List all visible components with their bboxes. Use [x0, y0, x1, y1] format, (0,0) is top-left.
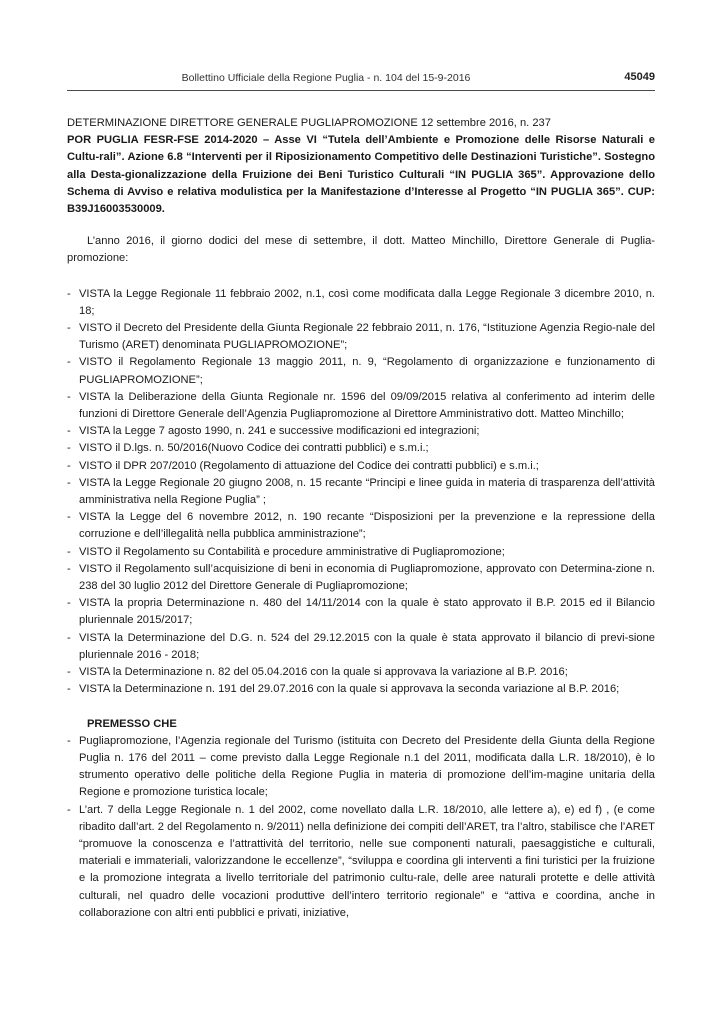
legal-references-list	[67, 286, 655, 699]
list-item: - VISTA la Determinazione n. 82 del 05.04.2016 con la quale si approvava la variazione al B.P. 2016;	[67, 664, 655, 681]
list-item: - VISTA la Determinazione del D.G. n. 524 del 29.12.2015 con la quale è stata approvato il bilancio di previ-sione pluriennale 2016 - 2018;	[67, 630, 655, 664]
intro-paragraph: L’anno 2016, il giorno dodici del mese di settembre, il dott. Matteo Minchillo, Direttore Generale di Puglia-promozione:	[67, 235, 655, 265]
determination-title: DETERMINAZIONE DIRETTORE GENERALE PUGLIAPROMOZIONE 12 settembre 2016, n. 237	[67, 117, 551, 129]
page-number: 45049	[624, 71, 655, 83]
list-item: - VISTA la Legge Regionale 20 giugno 2008, n. 15 recante “Principi e linee guida in materia di trasparenza dell’attività amministrativa nella Regione Puglia” ;	[67, 475, 655, 509]
document-body	[67, 115, 655, 922]
list-item: - VISTO il D.lgs. n. 50/2016(Nuovo Codice dei contratti pubblici) e s.m.i.;	[67, 440, 655, 457]
premesso-list	[67, 733, 655, 922]
determination-subject: POR PUGLIA FESR-FSE 2014-2020 – Asse VI “Tutela dell’Ambiente e Promozione delle Risorse Naturali e Cultu-rali”. Azione 6.8 “Interventi per il Riposizionamento Competitivo delle Destinazioni Turistiche”. Sostegno alla Desta-gionalizzazione della Fruizione dei Beni Turistico Culturali “IN PUGLIA 365”. Approvazione dello Schema di Avviso e relativa modulistica per la Manifestazione d’Interesse al Progetto “IN PUGLIA 365”. CUP: B39J16003530009.	[67, 134, 655, 216]
list-item: - VISTA la Legge 7 agosto 1990, n. 241 e successive modificazioni ed integrazioni;	[67, 423, 655, 440]
list-item: - VISTA la Determinazione n. 191 del 29.07.2016 con la quale si approvava la seconda variazione al B.P. 2016;	[67, 681, 655, 698]
premesso-heading: PREMESSO CHE	[87, 717, 177, 730]
list-item: - VISTA la Legge Regionale 11 febbraio 2002, n.1, così come modificata dalla Legge Regionale 3 dicembre 2010, n. 18;	[67, 286, 655, 320]
list-item: - VISTO il Decreto del Presidente della Giunta Regionale 22 febbraio 2011, n. 176, “Istituzione Agenzia Regio-nale del Turismo (ARET) denominata PUGLIAPROMOZIONE”;	[67, 320, 655, 354]
list-item: - VISTO il DPR 207/2010 (Regolamento di attuazione del Codice dei contratti pubblici) e s.m.i.;	[67, 458, 655, 475]
list-item: - VISTO il Regolamento Regionale 13 maggio 2011, n. 9, “Regolamento di organizzazione e funzionamento di PUGLIAPROMOZIONE”;	[67, 354, 655, 388]
list-item: - VISTO il Regolamento sull’acquisizione di beni in economia di Pugliapromozione, approvato con Determina-zione n. 238 del 30 luglio 2012 del Direttore Generale di Pugliapromozione;	[67, 561, 655, 595]
list-item: - VISTO il Regolamento su Contabilità e procedure amministrative di Pugliapromozione;	[67, 544, 655, 561]
list-item: - VISTA la Deliberazione della Giunta Regionale nr. 1596 del 09/09/2015 relativa al conferimento ad interim delle funzioni di Direttore Generale dell’Agenzia Pugliapromozione al Direttore Amministrativo dott. Matteo Minchillo;	[67, 389, 655, 423]
list-item: - VISTA la Legge del 6 novembre 2012, n. 190 recante “Disposizioni per la prevenzione e la repressione della corruzione e dell’illegalità nella pubblica amministrazione”;	[67, 509, 655, 543]
bulletin-header	[67, 70, 655, 91]
list-item: - Pugliapromozione, l’Agenzia regionale del Turismo (istituita con Decreto del Presidente della Giunta della Regione Puglia n. 176 del 2011 – come previsto dalla Legge Regionale n.1 del 2011, modificata dalla L.R. 18/2010), è lo strumento operativo delle politiche della Regione Puglia in materia di promozione dell’im-magine unitaria della Regione e promozione turistica locale;	[67, 733, 655, 802]
list-item: - L’art. 7 della Legge Regionale n. 1 del 2002, come novellato dalla L.R. 18/2010, alle lettere a), e) ed f) , (e come ribadito dall’art. 2 del Regolamento n. 9/2011) nella definizione dei compiti dell’ARET, tra l’altro, stabilisce che l’ARET “promuove la conoscenza e l’attrattività del territorio, nelle sue componenti naturali, paesaggistiche e culturali, materiali e immateriali, valorizzandone le eccellenze”, “sviluppa e coordina gli interventi a fini turistici per la fruizione e la promozione integrata a livello territoriale del patrimonio cultu-rale, delle aree naturali protette e delle attività culturali, nel quadro delle vocazioni produttive dell’intero territorio regionale” e “attiva e coordina, anche in collaborazione con altri enti pubblici e privati, iniziative,	[67, 802, 655, 922]
list-item: - VISTA la propria Determinazione n. 480 del 14/11/2014 con la quale è stato approvato il B.P. 2015 ed il Bilancio pluriennale 2015/2017;	[67, 595, 655, 629]
bulletin-title: Bollettino Ufficiale della Regione Puglia - n. 104 del 15-9-2016	[181, 72, 471, 84]
